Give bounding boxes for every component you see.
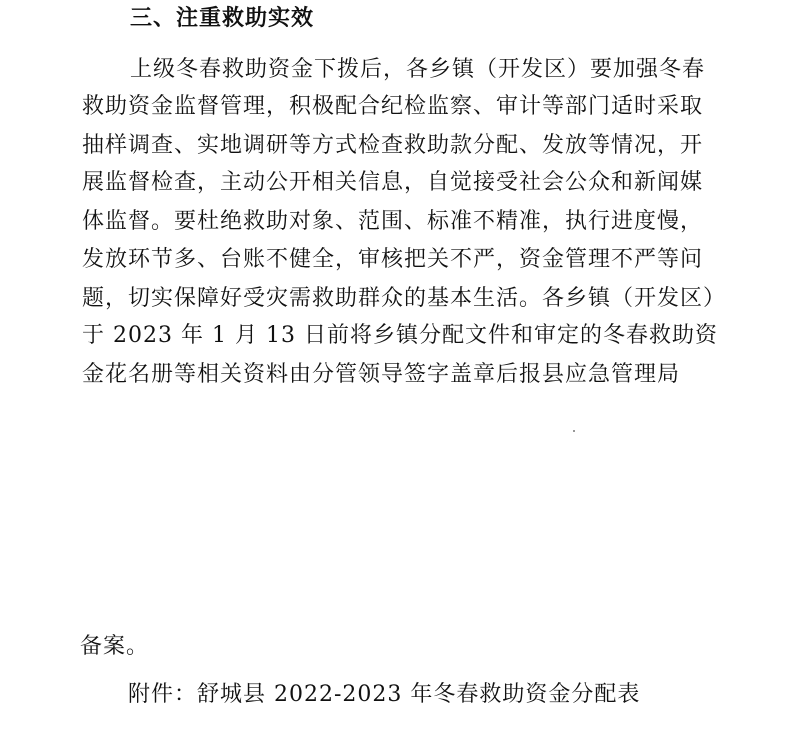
paragraph-line: 体监督。要杜绝救助对象、范围、标准不精准，执行进度慢， <box>82 209 704 234</box>
paragraph-line: 金花名册等相关资料由分管领导签字盖章后报县应急管理局 <box>82 362 681 387</box>
paragraph-line: 发放环节多、台账不健全，审核把关不严，资金管理不严等问 <box>82 247 704 272</box>
paragraph-continuation: 备案。 <box>80 634 150 659</box>
paragraph-line: 上级冬春救助资金下拨后，各乡镇（开发区）要加强冬春 <box>130 57 706 82</box>
attachment-line: 附件：舒城县 2022-2023 年冬春救助资金分配表 <box>128 682 641 707</box>
paragraph-line: 题，切实保障好受灾需救助群众的基本生活。各乡镇（开发区） <box>82 286 727 311</box>
section-heading: 三、注重救助实效 <box>130 6 315 31</box>
paragraph-line: 救助资金监督管理，积极配合纪检监察、审计等部门适时采取 <box>82 94 704 119</box>
paragraph-line: 于 2023 年 1 月 13 日前将乡镇分配文件和审定的冬春救助资 <box>82 323 718 348</box>
paragraph-line: 抽样调查、实地调研等方式检查救助款分配、发放等情况，开 <box>82 133 704 158</box>
paragraph-line: 展监督检查，主动公开相关信息，自觉接受社会公众和新闻媒 <box>82 170 704 195</box>
scan-speck <box>573 430 575 432</box>
